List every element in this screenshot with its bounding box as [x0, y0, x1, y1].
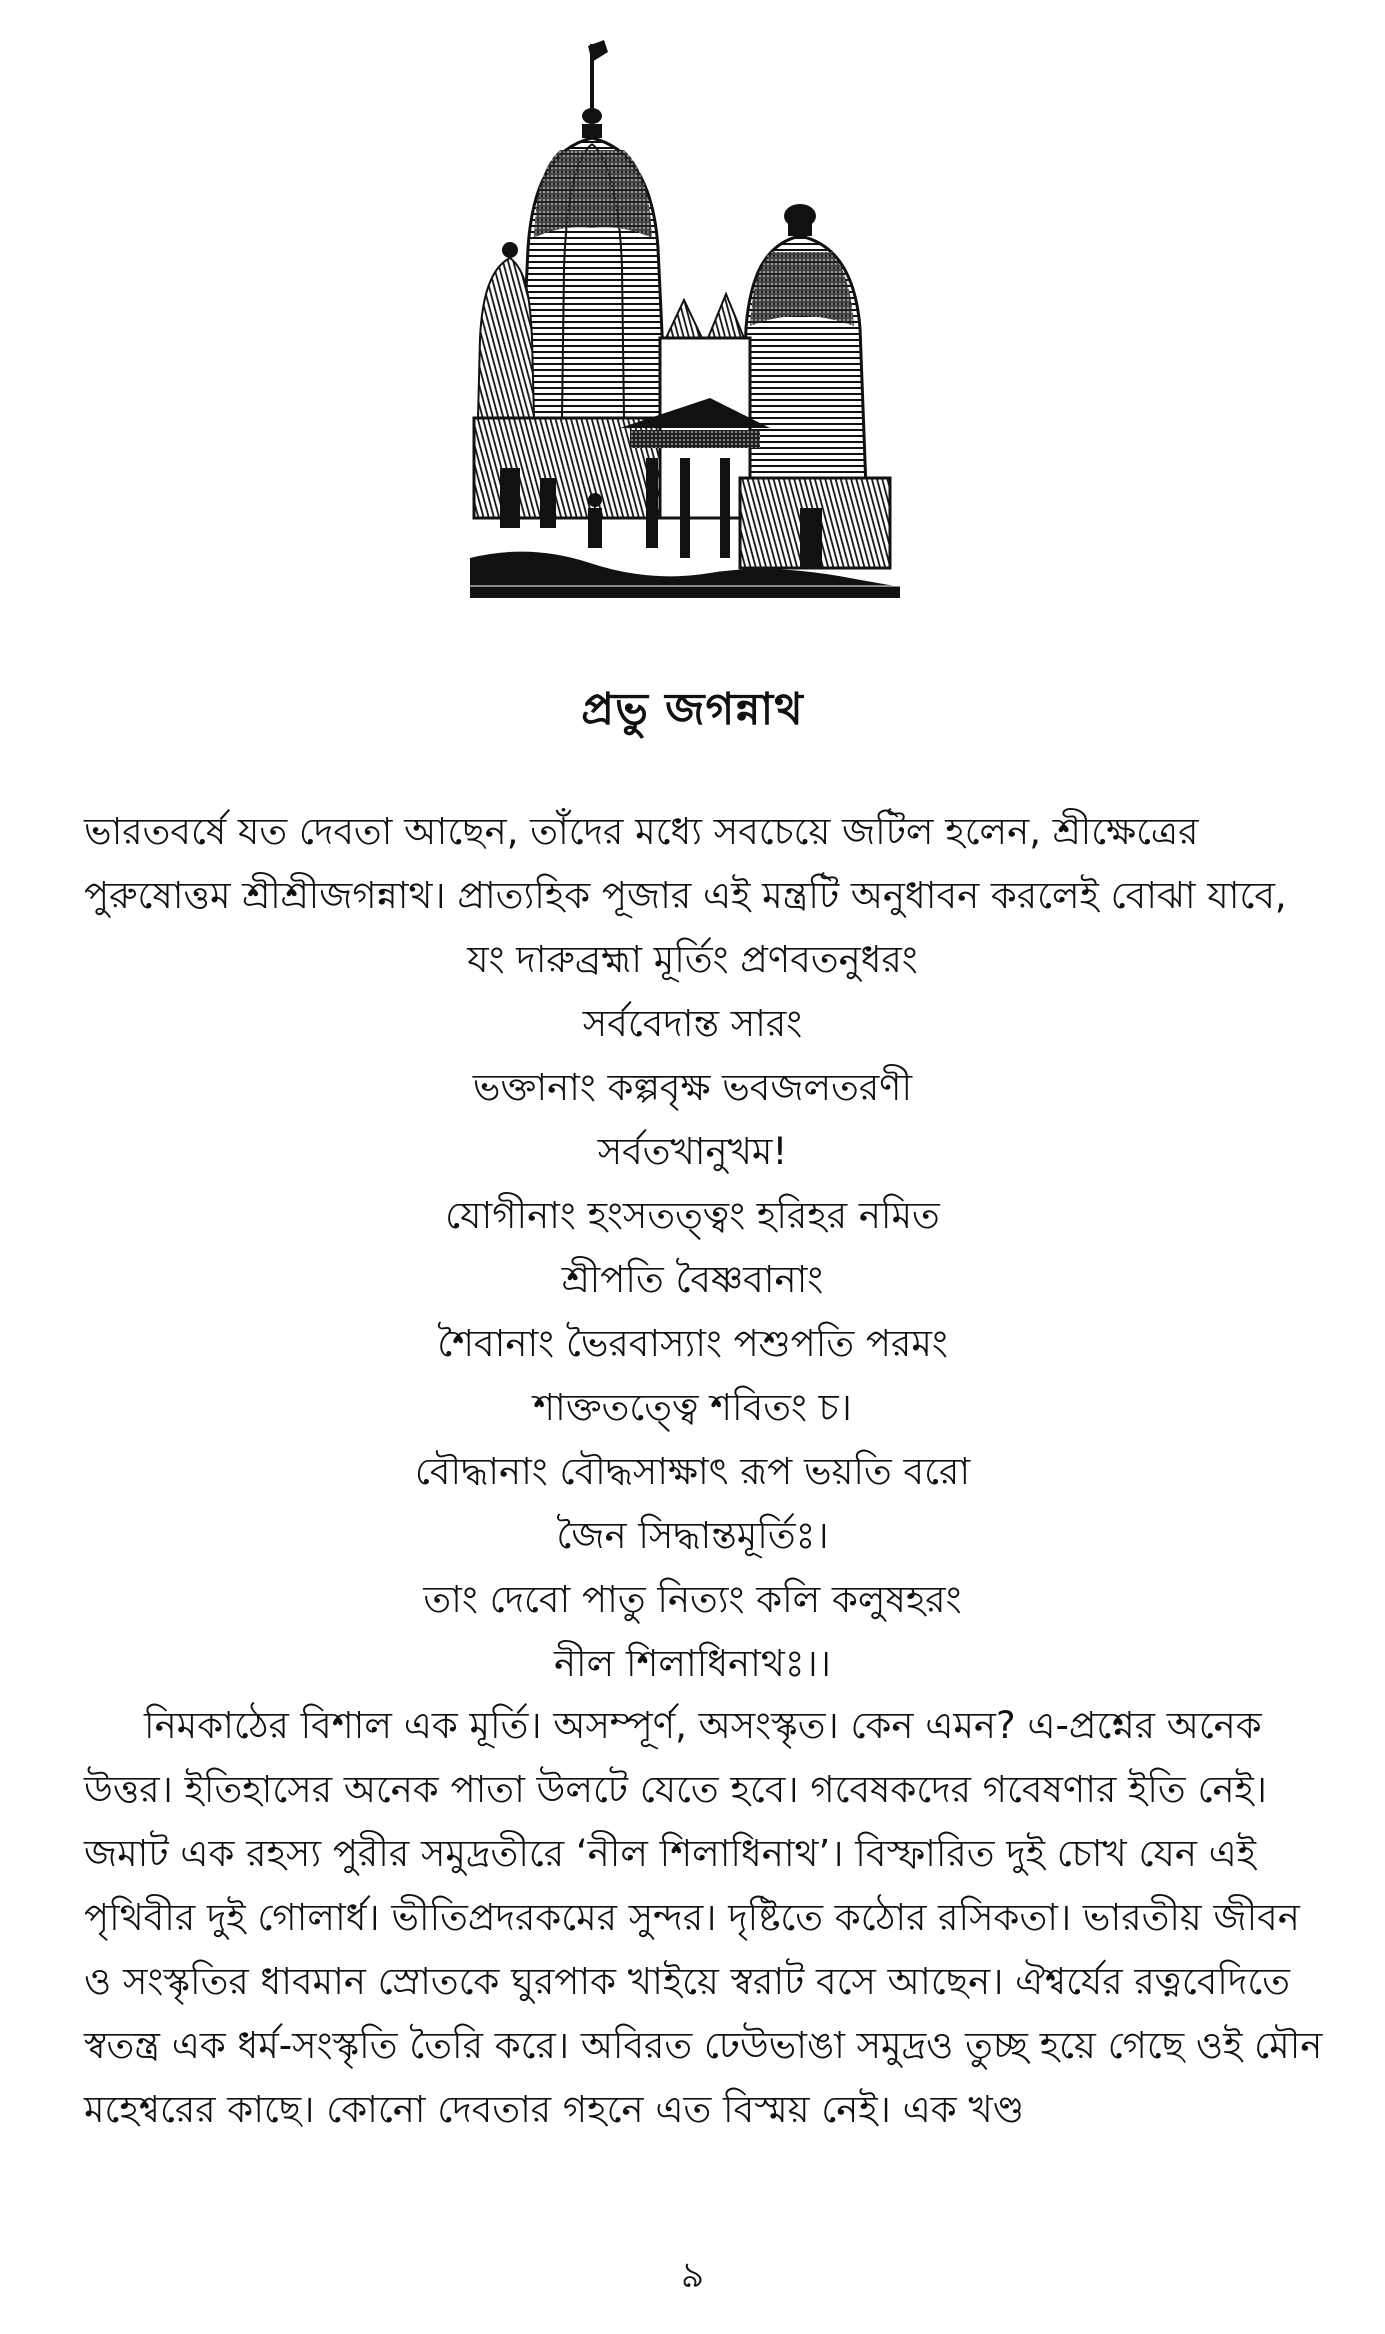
- verse-line: নীল শিলাধিনাথঃ।।: [553, 1642, 832, 1685]
- chapter-title: প্রভু জগন্নাথ: [581, 684, 804, 735]
- verse-line: যোগীনাং হংসতত্ত্বং হরিহর নমিত: [445, 1194, 940, 1237]
- page-number: ৯: [680, 2255, 705, 2296]
- temple-sketch-icon: [470, 38, 900, 598]
- mantra-verses: [0, 928, 1385, 1696]
- verse-line: জৈন সিদ্ধান্তমূর্তিঃ।: [556, 1514, 829, 1557]
- verse-line: সর্বতখানুখম!: [597, 1130, 788, 1173]
- verse-line: শ্রীপতি বৈষ্ণবানাং: [561, 1258, 824, 1301]
- verse-line: যং দারুব্রহ্মা মূর্তিং প্রণবতনুধরং: [467, 938, 918, 981]
- verse-line: বৌদ্ধানাং বৌদ্ধসাক্ষাৎ রূপ ভয়তি বরো: [414, 1450, 971, 1493]
- verse-line: সর্ববেদান্ত সারং: [582, 1002, 803, 1045]
- temple-illustration: [470, 38, 900, 598]
- main-paragraph: [84, 1694, 1324, 2142]
- verse-line: ভক্তানাং কল্পবৃক্ষ ভবজলতরণী: [472, 1066, 913, 1109]
- verse-line: শাক্ততত্ত্বে শবিতং চ।: [533, 1386, 852, 1429]
- verse-line: শৈবানাং ভৈরবাস্যাং পশুপতি পরমং: [437, 1322, 948, 1365]
- intro-paragraph-text: ভারতবর্ষে যত দেবতা আছেন, তাঁদের মধ্যে সবচেয়ে জটিল হলেন, শ্রীক্ষেত্রের পুরুষোত্তম শ্রীশ্রীজগন্নাথ। প্রাত্যহিক পূজার এই মন্ত্রটি অনুধাবন করলেই বোঝা যাবে,: [84, 810, 1287, 917]
- intro-paragraph: [84, 800, 1324, 928]
- main-paragraph-text: নিমকাঠের বিশাল এক মূর্তি। অসম্পূর্ণ, অসংস্কৃত। কেন এমন? এ-প্রশ্নের অনেক উত্তর। ইতিহাসের অনেক পাতা উলটে যেতে হবে। গবেষকদের গবেষণার ইতি নেই। জমাট এক রহস্য পুরীর সমুদ্রতীরে ‘নীল শিলাধিনাথ’। বিস্ফারিত দুই চোখ যেন এই পৃথিবীর দুই গোলার্ধ। ভীতিপ্রদরকমের সুন্দর। দৃষ্টিতে কঠোর রসিকতা। ভারতীয় জীবন ও সংস্কৃতির ধাবমান স্রোতকে ঘুরপাক খাইয়ে স্বরাট বসে আছেন। ঐশ্বর্যের রত্নবেদিতে স্বতন্ত্র এক ধর্ম-সংস্কৃতি তৈরি করে। অবিরত ঢেউভাঙা সমুদ্রও তুচ্ছ হয়ে গেছে ওই মৌন মহেশ্বরের কাছে। কোনো দেবতার গহনে এত বিস্ময় নেই। এক খণ্ড: [84, 1704, 1323, 2131]
- verse-line: তাং দেবো পাতু নিত্যং কলি কলুষহরং: [423, 1578, 962, 1621]
